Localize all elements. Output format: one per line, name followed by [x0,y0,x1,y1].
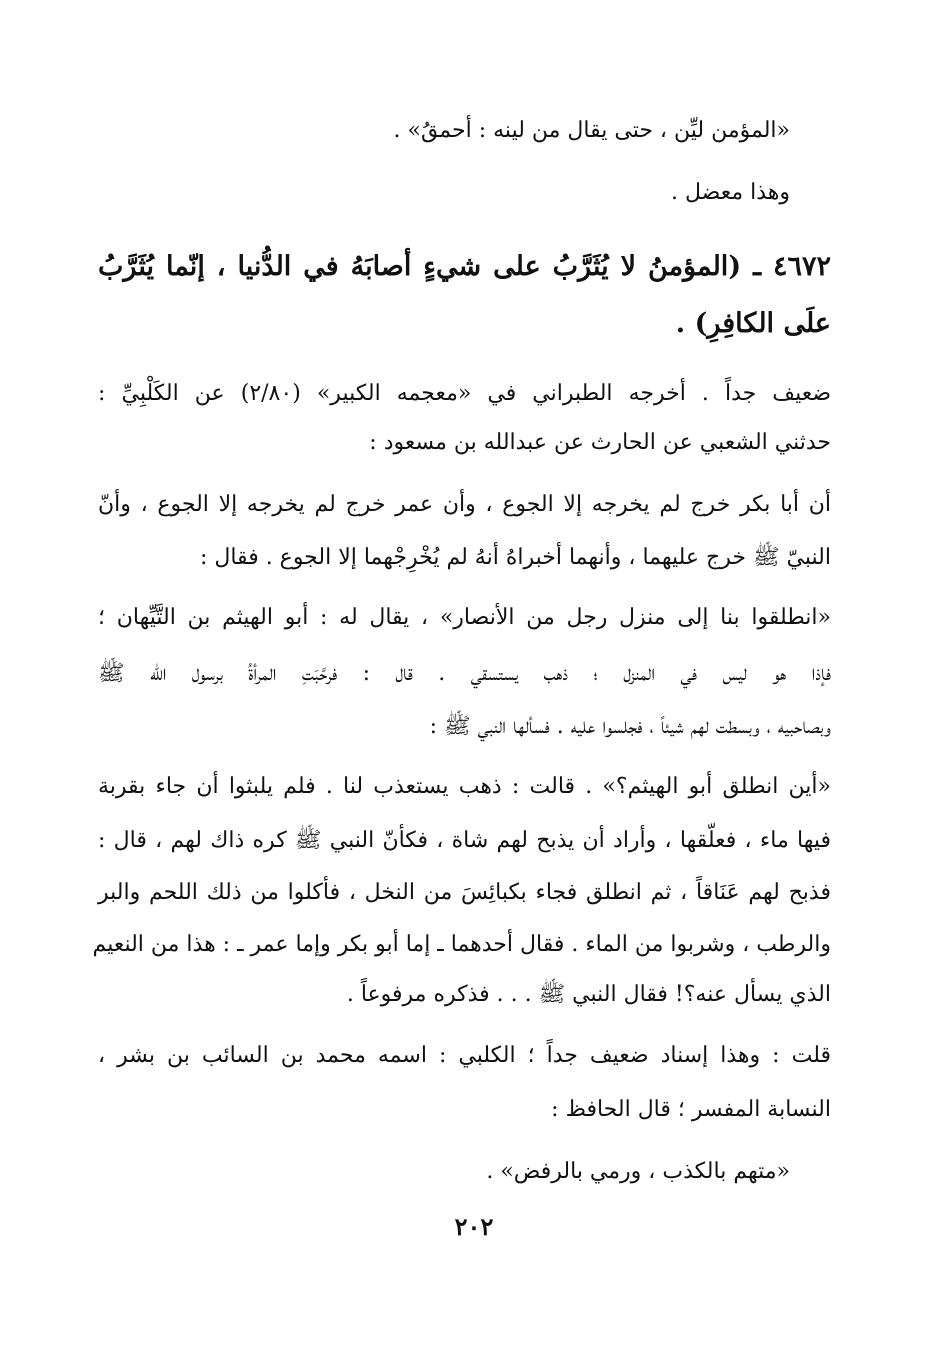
hadith-heading: ٤٦٧٢ ـ (المؤمنُ لا يُثَرَّبُ على شيءٍ أصابَهُ في الدُّنيا ، إنّما يُثَرَّبُ [98,251,831,282]
text-line: الذي يسأل عنه؟! فقال النبي ﷺ . . . فذكره مرفوعاً . [346,982,831,1007]
text-line: وهذا معضل . [670,180,790,205]
text-line: فذبح لهم عَنَاقاً ، ثم انطلق فجاء بكبائِسَ من النخل ، فأكلوا من ذلك اللحم والبر [98,880,831,905]
text-line: أن أبا بكر خرج لم يخرجه إلا الجوع ، وأن عمر خرج لم يخرجه إلا الجوع ، وأنّ [98,492,831,517]
page-number: ٢٠٢ [454,1212,494,1241]
text-line: النبيّ ﷺ خرج عليهما ، وأنهما أخبراهُ أنهُ لم يُخْرِجْهما إلا الجوع . فقال : [199,545,831,570]
text-line: فيها ماء ، فعلّقها ، وأراد أن يذبح لهم شاة ، فكأنّ النبي ﷺ كره ذاك لهم ، قال : [98,828,831,853]
text-line: «المؤمن ليِّن ، حتى يقال من لينه : أحمقُ» . [393,118,790,143]
text-line: «أين انطلق أبو الهيثم؟» . قالت : ذهب يستعذب لنا . فلم يلبثوا أن جاء بقربة [98,774,831,799]
text-line: النسابة المفسر ؛ قال الحافظ : [551,1097,831,1122]
text-line: «انطلقوا بنا إلى منزل رجل من الأنصار» ، يقال له : أبو الهيثم بن التَّيِّهان ؛ [98,605,831,630]
text-line: حدثني الشعبي عن الحارث عن عبدالله بن مسعود : [369,430,831,455]
text-line: ضعيف جداً . أخرجه الطبراني في «معجمه الكبير» (٢/٨٠) عن الكَلْبِيِّ : [98,381,832,406]
text-line: قلت : وهذا إسناد ضعيف جداً ؛ الكلبي : اسمه محمد بن السائب بن بشر ، [98,1043,831,1068]
quote-line: «متهم بالكذب ، ورمي بالرفض» . [486,1159,790,1184]
text-line: والرطب ، وشربوا من الماء . فقال أحدهما ـ إما أبو بكر وإما عمر ـ : هذا من النعيم [92,932,831,957]
hadith-heading: علَى الكافِرِ) . [675,308,831,339]
text-line: وبصاحبيه ، وبسطت لهم شيئاً ، فجلسوا عليه . فسألها النبي ﷺ : [429,714,831,739]
text-line: فإذا هو ليس في المنزل ؛ ذهب يستسقي . قال : فرحَّبَتِ المرأةُ برسول الله ﷺ [98,661,831,686]
